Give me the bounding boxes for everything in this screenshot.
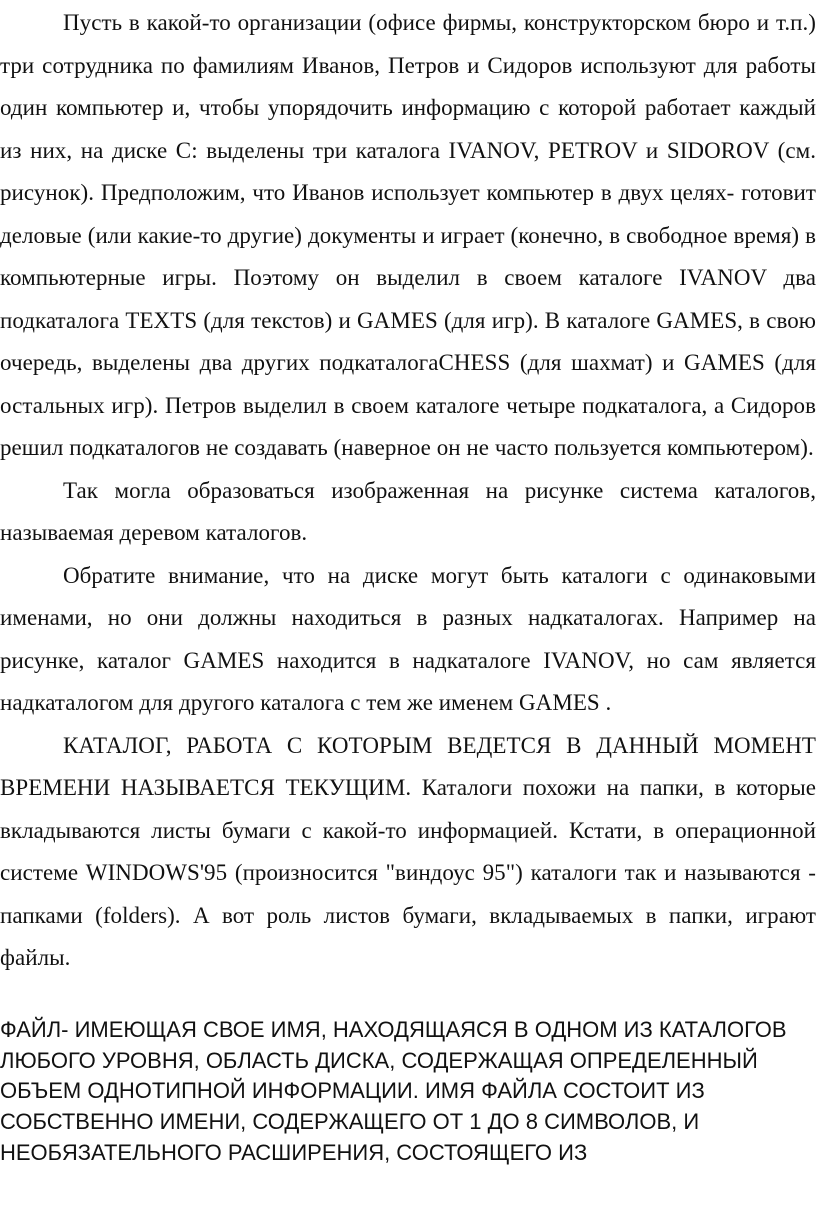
file-definition: ФАЙЛ- ИМЕЮЩАЯ СВОЕ ИМЯ, НАХОДЯЩАЯСЯ В ОДНОМ ИЗ КАТАЛОГОВ ЛЮБОГО УРОВНЯ, ОБЛАСТЬ ДИСКА, СОДЕРЖАЩАЯ ОПРЕДЕЛЕННЫЙ ОБЪЕМ ОДНОТИПНОЙ ИНФОРМАЦИИ. ИМЯ ФАЙЛА СОСТОИТ ИЗ СОБСТВЕННО ИМЕНИ, СОДЕРЖАЩЕГО ОТ 1 ДО 8 СИМВОЛОВ, И НЕОБЯЗАТЕЛЬНОГО РАСШИРЕНИЯ, СОСТОЯЩЕГО ИЗ [0, 1017, 787, 1165]
paragraph-current-catalog: КАТАЛОГ, РАБОТА С КОТОРЫМ ВЕДЕТСЯ В ДАННЫЙ МОМЕНТ ВРЕМЕНИ НАЗЫВАЕТСЯ ТЕКУЩИМ. Каталоги похожи на папки, в которые вкладываются листы бумаги с какой-то информацией. Кстати, в операционной системе WINDOWS'95 (произносится "виндоус 95") каталоги так и называются - папками (folders). А вот роль листов бумаги, вкладываемых в папки, играют файлы. [0, 732, 816, 970]
paragraph-catalog-tree: Так могла образоваться изображенная на рисунке система каталогов, называемая деревом каталогов. [0, 477, 816, 545]
body-text [0, 2, 816, 980]
paragraph-employees-catalogs: Пусть в какой-то организации (офисе фирмы, конструкторском бюро и т.п.) три сотрудника по фамилиям Иванов, Петров и Сидоров используют для работы один компьютер и, чтобы упорядочить информацию с которой работает каждый из них, на диске С: выделены три каталога IVANOV, PETROV и SIDOROV (см. рисунок). Предположим, что Иванов использует компьютер в двух целях- готовит деловые (или какие-то другие) документы и играет (конечно, в свободное время) в компьютерные игры. Поэтому он выделил в своем каталоге IVANOV два подкаталога TEXTS (для текстов) и GAMES (для игр). В каталоге GAMES, в свою очередь, выделены два других подкаталогаCHESS (для шахмат) и GAMES (для остальных игр). Петров выделил в своем каталоге четыре подкаталога, а Сидоров решил подкаталогов не создавать (наверное он не часто пользуется компьютером). [0, 10, 816, 460]
paragraph-same-names: Обратите внимание, что на диске могут быть каталоги с одинаковыми именами, но они должны находиться в разных надкаталогах. Например на рисунке, каталог GAMES находится в надкаталоге IVANOV, но сам является надкаталогом для другого каталога с тем же именем GAMES . [0, 562, 816, 715]
